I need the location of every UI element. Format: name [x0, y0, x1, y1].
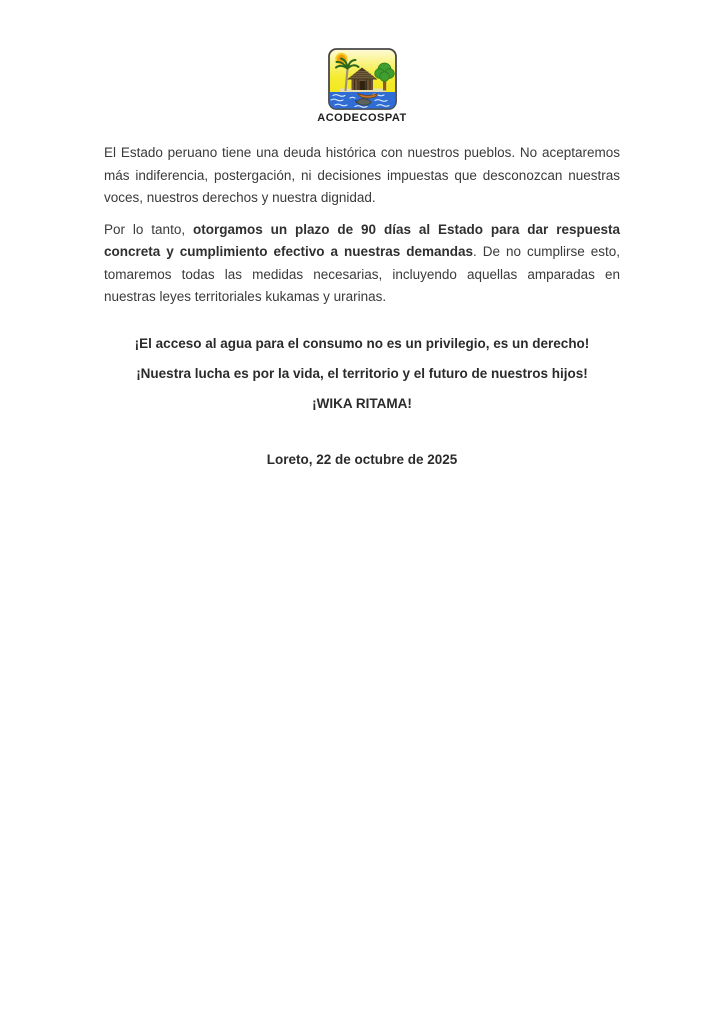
paragraph-deuda-historica: El Estado peruano tiene una deuda histórica con nuestros pueblos. No aceptaremos más indiferencia, postergación, ni decisiones impuestas que desconozcan nuestras voces, nuestros derechos y nuestra dignidad. — [104, 145, 620, 205]
paragraph2-bold-demand: otorgamos un plazo de 90 días al Estado para dar respuesta concreta y cumplimiento efectivo a nuestras demandas — [104, 221, 620, 259]
slogan-wika-ritama: ¡WIKA RITAMA! — [312, 395, 412, 411]
slogan-lucha-vida: ¡Nuestra lucha es por la vida, el territorio y el futuro de nuestros hijos! — [136, 365, 588, 381]
dateline: Loreto, 22 de octubre de 2025 — [266, 452, 458, 467]
acodecospat-emblem-icon — [328, 48, 397, 110]
document-body — [104, 142, 620, 472]
paragraph2-prefix: Por lo tanto, — [104, 221, 193, 237]
paragraph2-suffix: . De no cumplirse esto, tomaremos todas las medidas necesarias, incluyendo aquellas amparadas en nuestras leyes territoriales kukamas y urarinas. — [104, 244, 620, 304]
paragraph-plazo-90-dias — [104, 219, 620, 309]
slogan-block — [104, 333, 620, 416]
logo-caption: ACODECOSPAT — [317, 112, 407, 124]
slogan-agua-derecho: ¡El acceso al agua para el consumo no es un privilegio, es un derecho! — [134, 335, 590, 351]
logo-block — [0, 0, 724, 124]
